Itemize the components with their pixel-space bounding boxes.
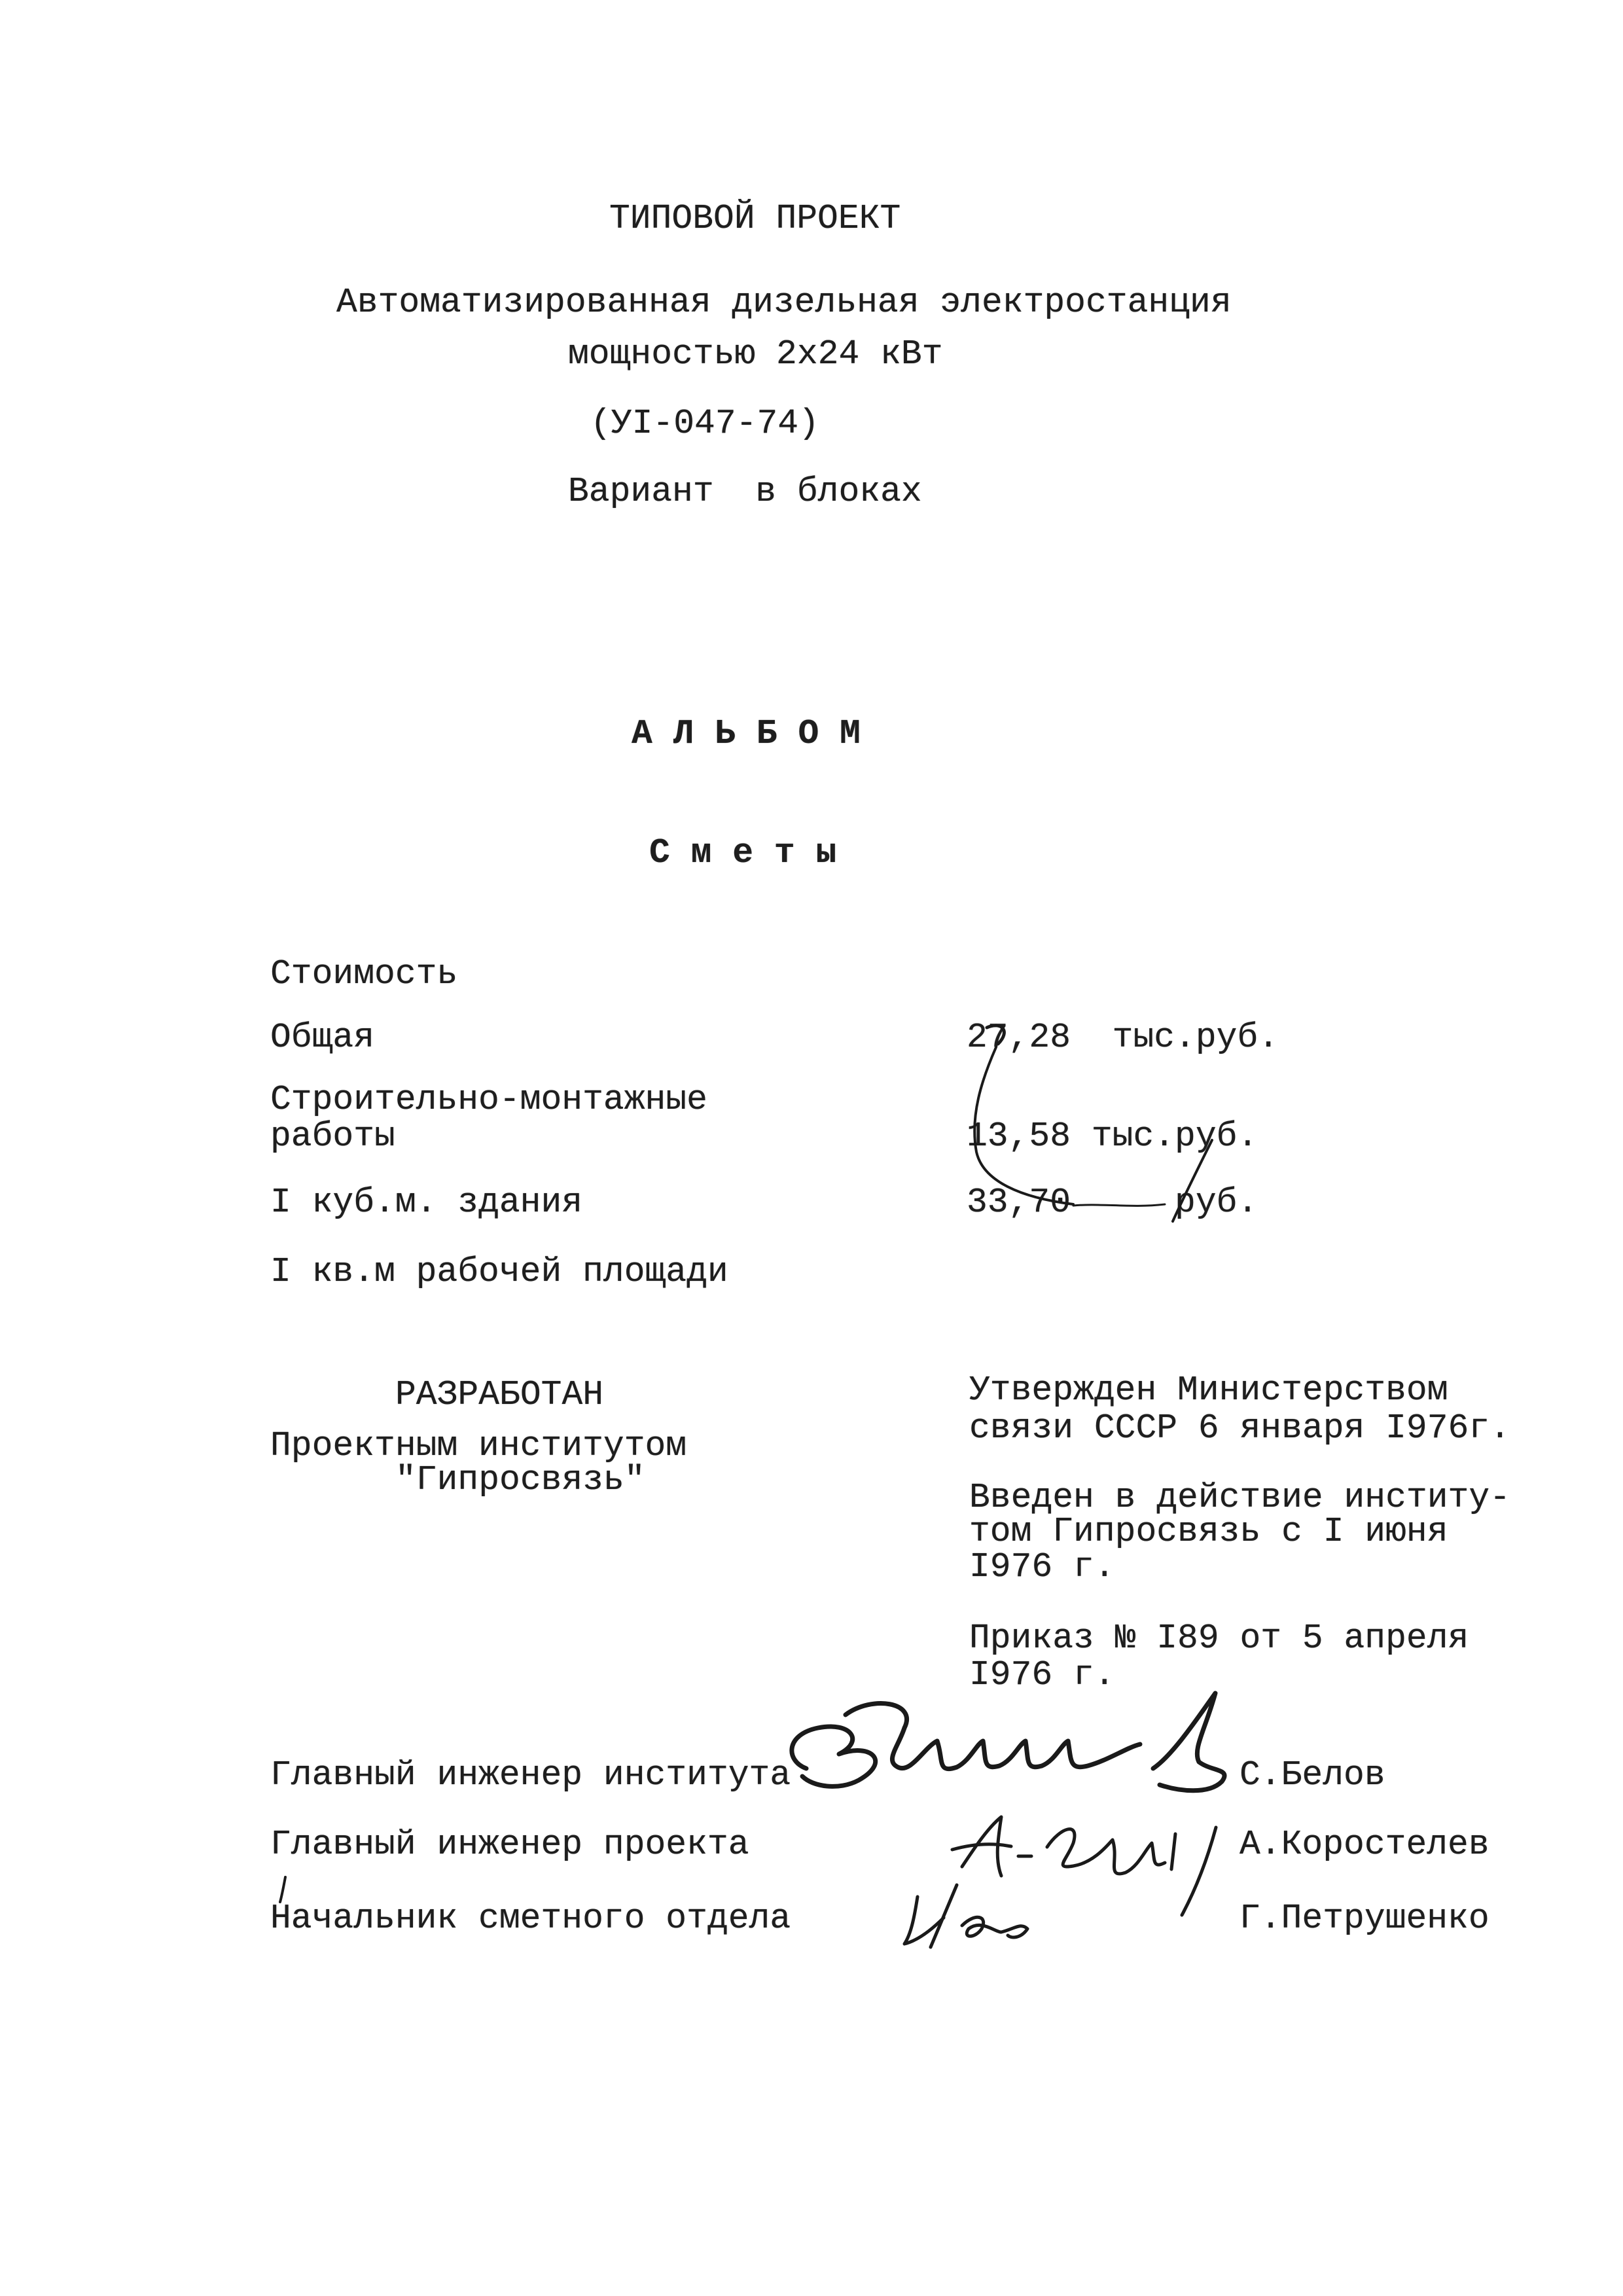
developer-line1: Проектным институтом xyxy=(270,1426,687,1465)
project-type-heading: ТИПОВОЙ ПРОЕКТ xyxy=(609,199,901,238)
album-subtitle: С м е т ы xyxy=(649,833,837,872)
enacted-line2: том Гипросвязь с I июня xyxy=(969,1512,1448,1551)
developer-line2: "Гипросвязь" xyxy=(395,1460,645,1499)
cost-total-label: Общая xyxy=(270,1018,375,1057)
project-code: (УI-047-74) xyxy=(590,404,819,443)
signature-belov xyxy=(792,1693,1224,1791)
project-title-line2: мощностью 2х24 кВт xyxy=(568,334,943,374)
project-variant: Вариант в блоках xyxy=(568,472,922,511)
cost-heading: Стоимость xyxy=(270,954,458,994)
cost-construction-label-line1: Строительно-монтажные xyxy=(270,1080,707,1119)
order-line1: Приказ № I89 от 5 апреля xyxy=(969,1619,1469,1658)
signatory-name: С.Белов xyxy=(1240,1755,1385,1795)
cost-construction-value: 13,58 тыс.руб. xyxy=(967,1117,1258,1156)
project-title-line1: Автоматизированная дизельная электростанция xyxy=(336,283,1232,322)
enacted-line3: I976 г. xyxy=(969,1547,1115,1587)
cost-per-m3-value: 33,70 руб. xyxy=(967,1183,1258,1222)
signatory-name: Г.Петрушенко xyxy=(1240,1899,1489,1938)
approval-line2: связи СССР 6 января I976г. xyxy=(969,1408,1510,1448)
signatory-role: Главный инженер института xyxy=(270,1755,791,1795)
signatory-role: Главный инженер проекта xyxy=(270,1825,749,1864)
developer-label: РАЗРАБОТАН xyxy=(395,1375,604,1414)
cost-total-value: 27,28 тыс.руб. xyxy=(967,1018,1279,1057)
cost-per-m2-label: I кв.м рабочей площади xyxy=(270,1252,728,1291)
signatory-name: А.Коростелев xyxy=(1240,1825,1489,1864)
order-line2: I976 г. xyxy=(969,1655,1115,1695)
enacted-line1: Введен в действие институ- xyxy=(969,1478,1510,1517)
signatory-role: Начальник сметного отдела xyxy=(270,1899,791,1938)
cost-construction-label-line2: работы xyxy=(270,1117,395,1156)
cost-per-m3-label: I куб.м. здания xyxy=(270,1183,583,1222)
signature-korostelev xyxy=(952,1817,1216,1915)
approval-line1: Утвержден Министерством xyxy=(969,1371,1448,1410)
album-label: А Л Ь Б О М xyxy=(632,714,861,753)
